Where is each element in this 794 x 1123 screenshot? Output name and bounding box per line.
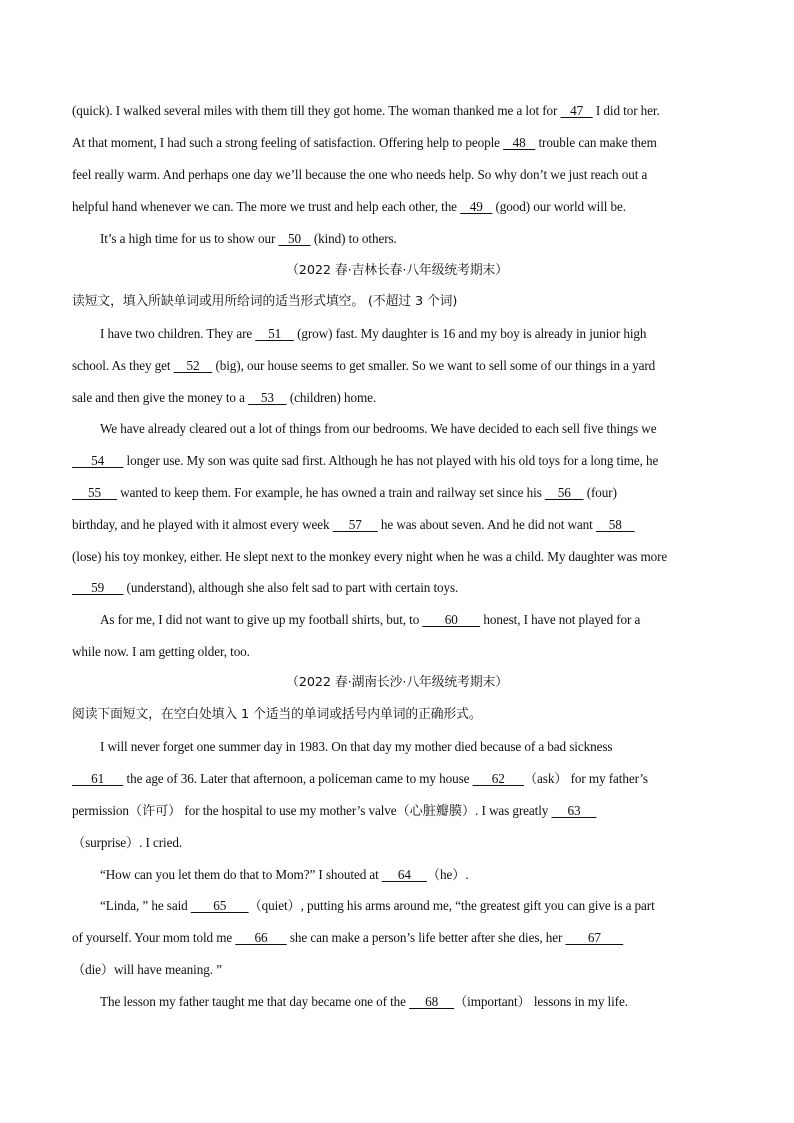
passage1-line4 bbox=[72, 198, 732, 216]
text: We have already cleared out a lot of things from our bedrooms. We have decided to each sell five things we bbox=[100, 421, 657, 436]
text: (lose) his toy monkey, either. He slept next to the monkey every night when he was a child. My daughter was more bbox=[72, 549, 668, 564]
section2-line2 bbox=[72, 357, 732, 375]
text: (good) our world will be. bbox=[492, 199, 626, 214]
text: I have two children. They are bbox=[100, 326, 256, 341]
passage1-line1 bbox=[72, 102, 732, 120]
text: helpful hand whenever we can. The more we trust and help each other, the bbox=[72, 199, 461, 214]
section3-line8 bbox=[72, 961, 732, 979]
text: (grow) fast. My daughter is 16 and my boy is already in junior high bbox=[293, 326, 647, 341]
blank-47[interactable]: 47 bbox=[560, 103, 593, 118]
text: （surprise）. I cried. bbox=[72, 835, 183, 850]
blank-64[interactable]: 64 bbox=[381, 867, 427, 882]
text: (kind) to others. bbox=[310, 231, 397, 246]
section2-line1 bbox=[100, 325, 732, 343]
text: The lesson my father taught me that day became one of the bbox=[100, 994, 410, 1009]
section3-source: （2022 春·湖南长沙·八年级统考期末） bbox=[286, 675, 508, 690]
section2-line9 bbox=[72, 579, 732, 597]
text: “How can you let them do that to Mom?” I shouted at bbox=[100, 867, 382, 882]
blank-50[interactable]: 50 bbox=[278, 231, 311, 246]
text: （quiet）, putting his arms around me, “the greatest gift you can give is a part bbox=[248, 898, 655, 913]
section3-instruction: 阅读下面短文，在空白处填入 1 个适当的单词或括号内单词的正确形式。 bbox=[72, 707, 482, 722]
text: of yourself. Your mom told me bbox=[72, 930, 236, 945]
passage1-line3 bbox=[72, 166, 732, 184]
blank-48[interactable]: 48 bbox=[503, 135, 536, 150]
text: she can make a person’s life better after she dies, her bbox=[286, 930, 566, 945]
text: trouble can make them bbox=[535, 135, 657, 150]
text: birthday, and he played with it almost every week bbox=[72, 517, 333, 532]
blank-63[interactable]: 63 bbox=[551, 803, 597, 818]
passage1-line2 bbox=[72, 134, 732, 152]
text: As for me, I did not want to give up my football shirts, but, to bbox=[100, 612, 423, 627]
section2-line5 bbox=[72, 452, 732, 470]
text: (understand), although she also felt sad to part with certain toys. bbox=[123, 580, 459, 595]
text: (children) home. bbox=[286, 390, 377, 405]
section2-line10 bbox=[100, 611, 732, 629]
section2-line6 bbox=[72, 484, 732, 502]
blank-67[interactable]: 67 bbox=[565, 930, 624, 945]
text: (four) bbox=[583, 485, 617, 500]
section3-line9 bbox=[100, 993, 732, 1011]
section2-instruction: 读短文，填入所缺单词或用所给词的适当形式填空。 (不超过 3 个词) bbox=[72, 294, 458, 309]
text: It’s a high time for us to show our bbox=[100, 231, 279, 246]
text: honest, I have not played for a bbox=[480, 612, 641, 627]
section3-line2 bbox=[72, 770, 732, 788]
section2-source: （2022 春·吉林长春·八年级统考期末） bbox=[286, 263, 508, 278]
blank-54[interactable]: 54 bbox=[72, 453, 124, 468]
text: feel really warm. And perhaps one day we’ll because the one who needs help. So why don’t we just reach out a bbox=[72, 167, 648, 182]
section3-line3 bbox=[72, 802, 732, 820]
text: longer use. My son was quite sad first. Although he has not played with his old toys for a long time, he bbox=[123, 453, 659, 468]
text: （die）will have meaning. ” bbox=[72, 962, 222, 977]
text: I will never forget one summer day in 1983. On that day my mother died because of a bad sickness bbox=[100, 739, 613, 754]
text: while now. I am getting older, too. bbox=[72, 644, 250, 659]
text: （important） lessons in my life. bbox=[454, 994, 628, 1009]
blank-57[interactable]: 57 bbox=[332, 517, 378, 532]
blank-65[interactable]: 65 bbox=[190, 898, 249, 913]
section3-line7 bbox=[72, 929, 732, 947]
section2-line11 bbox=[72, 643, 732, 661]
text: school. As they get bbox=[72, 358, 174, 373]
text: permission（许可） for the hospital to use my mother’s valve（心脏瓣膜）. I was greatly bbox=[72, 803, 552, 818]
section3-line5 bbox=[100, 866, 732, 884]
passage1-line5 bbox=[100, 230, 732, 248]
section2-line4 bbox=[100, 420, 732, 438]
blank-49[interactable]: 49 bbox=[460, 199, 493, 214]
section3-line1 bbox=[100, 738, 732, 756]
blank-55[interactable]: 55 bbox=[72, 485, 117, 500]
blank-52[interactable]: 52 bbox=[173, 358, 213, 373]
blank-62[interactable]: 62 bbox=[472, 771, 524, 786]
text: he was about seven. And he did not want bbox=[377, 517, 596, 532]
text: At that moment, I had such a strong feeling of satisfaction. Offering help to people bbox=[72, 135, 504, 150]
text: “Linda, ” he said bbox=[100, 898, 191, 913]
blank-60[interactable]: 60 bbox=[422, 612, 481, 627]
text: wanted to keep them. For example, he has owned a train and railway set since his bbox=[116, 485, 545, 500]
section3-line6 bbox=[100, 897, 732, 915]
text: I did tor her. bbox=[592, 103, 660, 118]
text: (big), our house seems to get smaller. So we want to sell some of our things in a yard bbox=[212, 358, 656, 373]
section2-line3 bbox=[72, 389, 732, 407]
blank-68[interactable]: 68 bbox=[409, 994, 455, 1009]
text: （ask） for my father’s bbox=[523, 771, 648, 786]
section3-line4 bbox=[72, 834, 732, 852]
text: the age of 36. Later that afternoon, a policeman came to my house bbox=[123, 771, 473, 786]
blank-59[interactable]: 59 bbox=[72, 580, 124, 595]
blank-53[interactable]: 53 bbox=[248, 390, 287, 405]
section2-line8 bbox=[72, 548, 732, 566]
text: sale and then give the money to a bbox=[72, 390, 249, 405]
blank-58[interactable]: 58 bbox=[595, 517, 635, 532]
section2-line7 bbox=[72, 516, 732, 534]
blank-56[interactable]: 56 bbox=[544, 485, 584, 500]
text: (quick). I walked several miles with them till they got home. The woman thanked me a lot for bbox=[72, 103, 561, 118]
text: （he）. bbox=[426, 867, 469, 882]
blank-66[interactable]: 66 bbox=[235, 930, 287, 945]
blank-61[interactable]: 61 bbox=[72, 771, 124, 786]
blank-51[interactable]: 51 bbox=[255, 326, 294, 341]
